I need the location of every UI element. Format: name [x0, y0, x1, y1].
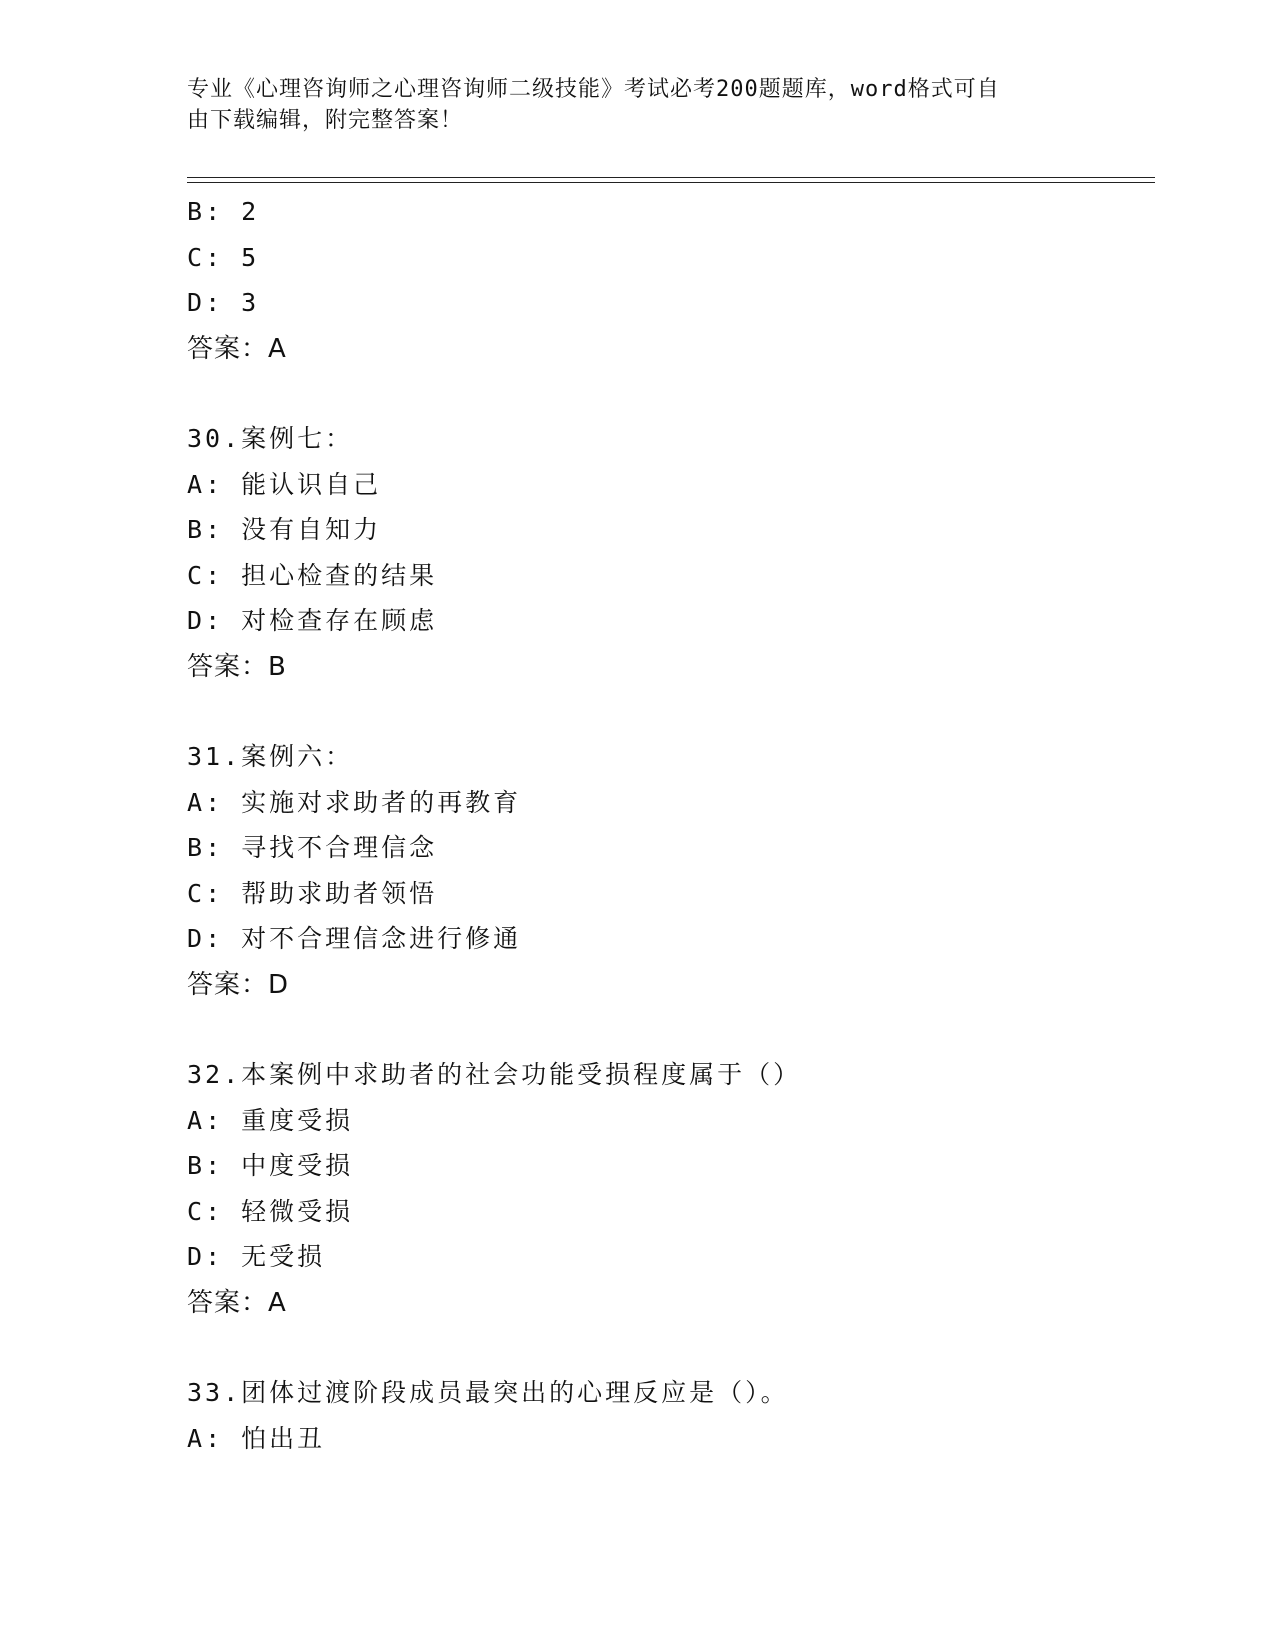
option-separator: :	[205, 787, 242, 817]
option-line	[187, 1421, 1155, 1467]
option-text: 帮助求助者领悟	[241, 878, 438, 908]
question-stem	[187, 739, 1155, 785]
option-separator: :	[205, 197, 242, 226]
option-letter: A	[187, 1423, 206, 1453]
spacer	[187, 694, 1155, 739]
option-letter: B	[187, 833, 206, 862]
option-letter: A	[187, 787, 206, 817]
option-line	[187, 240, 1155, 286]
option-separator: :	[205, 1105, 242, 1135]
option-line	[187, 285, 1155, 331]
option-line	[187, 1103, 1155, 1149]
header-line-2: 由下载编辑，附完整答案！	[187, 108, 464, 133]
option-text: 3	[241, 288, 260, 317]
answer-label: 答案：	[187, 333, 269, 364]
answer-line	[187, 649, 1155, 695]
question-text: 团体过渡阶段成员最突出的心理反应是（）。	[241, 1378, 789, 1407]
question-number: 33.	[187, 1378, 242, 1407]
option-line	[187, 194, 1155, 240]
option-text: 对不合理信念进行修通	[241, 924, 522, 953]
option-letter: B	[187, 515, 206, 544]
question-stem	[187, 1057, 1155, 1103]
question-text: 案例七：	[241, 424, 354, 453]
answer-value: B	[268, 651, 287, 682]
option-separator: :	[205, 833, 242, 862]
question-text: 本案例中求助者的社会功能受损程度属于（）	[241, 1060, 802, 1089]
question-stem	[187, 1375, 1155, 1421]
option-text: 中度受损	[241, 1151, 354, 1180]
option-letter: A	[187, 1105, 206, 1135]
option-line	[187, 603, 1155, 649]
answer-label: 答案：	[187, 1287, 269, 1318]
option-line	[187, 1194, 1155, 1240]
spacer	[187, 376, 1155, 421]
answer-label: 答案：	[187, 651, 269, 682]
option-line	[187, 467, 1155, 513]
option-text: 怕出丑	[241, 1423, 326, 1453]
option-separator: :	[205, 515, 242, 544]
option-text: 5	[241, 242, 260, 272]
answer-label: 答案：	[187, 969, 269, 1000]
option-text: 对检查存在顾虑	[241, 606, 438, 635]
answer-value: A	[268, 333, 287, 364]
answer-line	[187, 1285, 1155, 1331]
option-separator: :	[205, 606, 242, 635]
answer-value: D	[268, 969, 290, 1000]
option-letter: A	[187, 469, 206, 499]
document-header	[187, 74, 1067, 136]
question-number: 32.	[187, 1060, 242, 1089]
option-separator: :	[205, 924, 242, 953]
option-letter: C	[187, 242, 206, 272]
option-line	[187, 921, 1155, 967]
option-separator: :	[205, 1423, 242, 1453]
header-rule-top	[187, 177, 1155, 178]
question-text: 案例六：	[241, 742, 354, 771]
spacer	[187, 1012, 1155, 1057]
answer-value: A	[268, 1287, 287, 1318]
option-letter: D	[187, 924, 206, 953]
answer-line	[187, 967, 1155, 1013]
option-separator: :	[205, 288, 242, 317]
option-text: 没有自知力	[241, 515, 382, 544]
option-text: 实施对求助者的再教育	[241, 787, 522, 817]
option-line	[187, 1239, 1155, 1285]
option-letter: C	[187, 1196, 206, 1226]
question-block	[187, 1375, 1155, 1466]
question-block	[187, 1057, 1155, 1330]
option-line	[187, 512, 1155, 558]
option-separator: :	[205, 469, 242, 499]
question-list	[187, 194, 1155, 1466]
option-line	[187, 785, 1155, 831]
option-letter: D	[187, 1242, 206, 1271]
option-text: 重度受损	[241, 1105, 354, 1135]
option-separator: :	[205, 1196, 242, 1226]
option-text: 无受损	[241, 1242, 326, 1271]
option-text: 寻找不合理信念	[241, 833, 438, 862]
option-letter: B	[187, 197, 206, 226]
option-line	[187, 1148, 1155, 1194]
question-block	[187, 739, 1155, 1012]
option-text: 2	[241, 197, 260, 226]
option-separator: :	[205, 242, 242, 272]
partial-question	[187, 194, 1155, 376]
option-letter: D	[187, 606, 206, 635]
question-block	[187, 421, 1155, 694]
header-rule-bottom	[187, 182, 1155, 183]
option-letter: C	[187, 878, 206, 908]
answer-line	[187, 331, 1155, 377]
header-line-1: 专业《心理咨询师之心理咨询师二级技能》考试必考200题题库，word格式可自	[187, 77, 1000, 102]
option-letter: C	[187, 560, 206, 590]
spacer	[187, 1330, 1155, 1375]
option-text: 能认识自己	[241, 469, 382, 499]
option-separator: :	[205, 560, 242, 590]
option-separator: :	[205, 878, 242, 908]
option-line	[187, 558, 1155, 604]
option-text: 担心检查的结果	[241, 560, 438, 590]
option-text: 轻微受损	[241, 1196, 354, 1226]
option-line	[187, 830, 1155, 876]
question-stem	[187, 421, 1155, 467]
question-number: 30.	[187, 424, 242, 453]
option-separator: :	[205, 1242, 242, 1271]
question-number: 31.	[187, 742, 242, 771]
option-separator: :	[205, 1151, 242, 1180]
option-letter: B	[187, 1151, 206, 1180]
option-line	[187, 876, 1155, 922]
option-letter: D	[187, 288, 206, 317]
